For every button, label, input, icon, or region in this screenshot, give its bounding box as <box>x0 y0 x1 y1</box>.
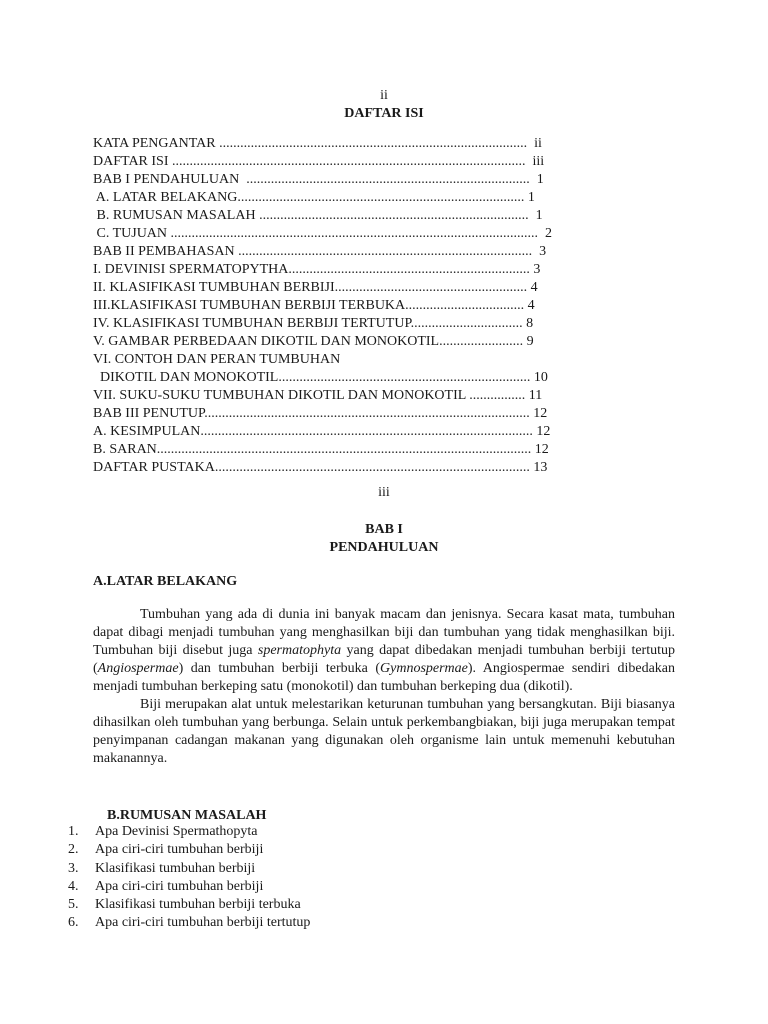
toc-entry: A. KESIMPULAN............................................................................................... 12 <box>93 424 551 439</box>
list-item: 2. Apa ciri-ciri tumbuhan berbiji <box>68 842 264 858</box>
table-of-contents <box>93 135 603 477</box>
list-item: 1. Apa Devinisi Spermathopyta <box>68 824 258 839</box>
toc-entry: DIKOTIL DAN MONOKOTIL........................................................................ 10 <box>93 370 548 385</box>
paragraph-1: Tumbuhan yang ada di dunia ini banyak macam dan jenisnya. Secara kasat mata, tumbuhan dapat dibagi menjadi tumbuhan yang menghasilkan biji dan tumbuhan yang tidak menghasilkan biji. Tumbuhan biji disebut juga spermatophyta yang dapat dibedakan menjadi tumbuhan berbiji tertutup (Angiospermae) dan tumbuhan berbiji terbuka (Gymnospermae). Angiospermae sendiri dibedakan menjadi tumbuhan berkeping satu (monokotil) dan tumbuhan berkeping dua (dikotil). <box>93 607 675 694</box>
toc-entry: BAB I PENDAHULUAN ................................................................................. 1 <box>93 172 544 187</box>
toc-entry: DAFTAR ISI ..................................................................................................... iii <box>93 154 545 169</box>
toc-entry: B. SARAN........................................................................................................... 12 <box>93 442 549 457</box>
toc-entry: I. DEVINISI SPERMATOPYTHA..................................................................... 3 <box>93 262 541 277</box>
background-text <box>93 606 675 768</box>
toc-entry: VI. CONTOH DAN PERAN TUMBUHAN <box>93 352 341 367</box>
chapter-title: PENDAHULUAN <box>329 540 439 555</box>
toc-entry: VII. SUKU-SUKU TUMBUHAN DIKOTIL DAN MONOKOTIL ................ 11 <box>93 388 543 403</box>
toc-entry: II. KLASIFIKASI TUMBUHAN BERBIJI....................................................... 4 <box>93 280 538 295</box>
page-number-iii: iii <box>378 485 390 500</box>
toc-entry: C. TUJUAN ......................................................................................................... 2 <box>93 226 553 241</box>
section-heading-latar-belakang: A.LATAR BELAKANG <box>93 574 238 589</box>
toc-entry: B. RUMUSAN MASALAH ............................................................................. 1 <box>93 208 543 223</box>
list-item: 4. Apa ciri-ciri tumbuhan berbiji <box>68 878 264 894</box>
question-list <box>68 823 310 933</box>
section-heading-rumusan-masalah: B.RUMUSAN MASALAH <box>107 808 267 823</box>
toc-entry: KATA PENGANTAR ........................................................................................ ii <box>93 136 542 151</box>
list-item: 5. Klasifikasi tumbuhan berbiji terbuka <box>68 897 301 913</box>
toc-entry: III.KLASIFIKASI TUMBUHAN BERBIJI TERBUKA.................................. 4 <box>93 298 535 313</box>
toc-entry: IV. KLASIFIKASI TUMBUHAN BERBIJI TERTUTUP................................ 8 <box>93 316 534 331</box>
paragraph-2: Biji merupakan alat untuk melestarikan keturunan tumbuhan yang bersangkutan. Biji biasanya dihasilkan oleh tumbuhan yang berbunga. Selain untuk perkembangbiakan, biji juga merupakan tempat penyimpanan cadangan makanan yang digunakan oleh organisme lain untuk memenuhi kebutuhan makanannya. <box>93 697 675 766</box>
toc-title: DAFTAR ISI <box>344 106 424 121</box>
toc-entry: V. GAMBAR PERBEDAAN DIKOTIL DAN MONOKOTIL........................ 9 <box>93 334 534 349</box>
list-item: 3. Klasifikasi tumbuhan berbiji <box>68 860 256 876</box>
toc-entry: DAFTAR PUSTAKA.......................................................................................... 13 <box>93 460 548 475</box>
toc-entry: BAB II PEMBAHASAN .................................................................................... 3 <box>93 244 547 259</box>
toc-entry: BAB III PENUTUP............................................................................................. 12 <box>93 406 548 421</box>
page-number-ii: ii <box>380 88 388 103</box>
toc-entry: A. LATAR BELAKANG.................................................................................. 1 <box>93 190 535 205</box>
chapter-label: BAB I <box>365 522 403 537</box>
list-item: 6. Apa ciri-ciri tumbuhan berbiji tertutup <box>68 915 311 931</box>
